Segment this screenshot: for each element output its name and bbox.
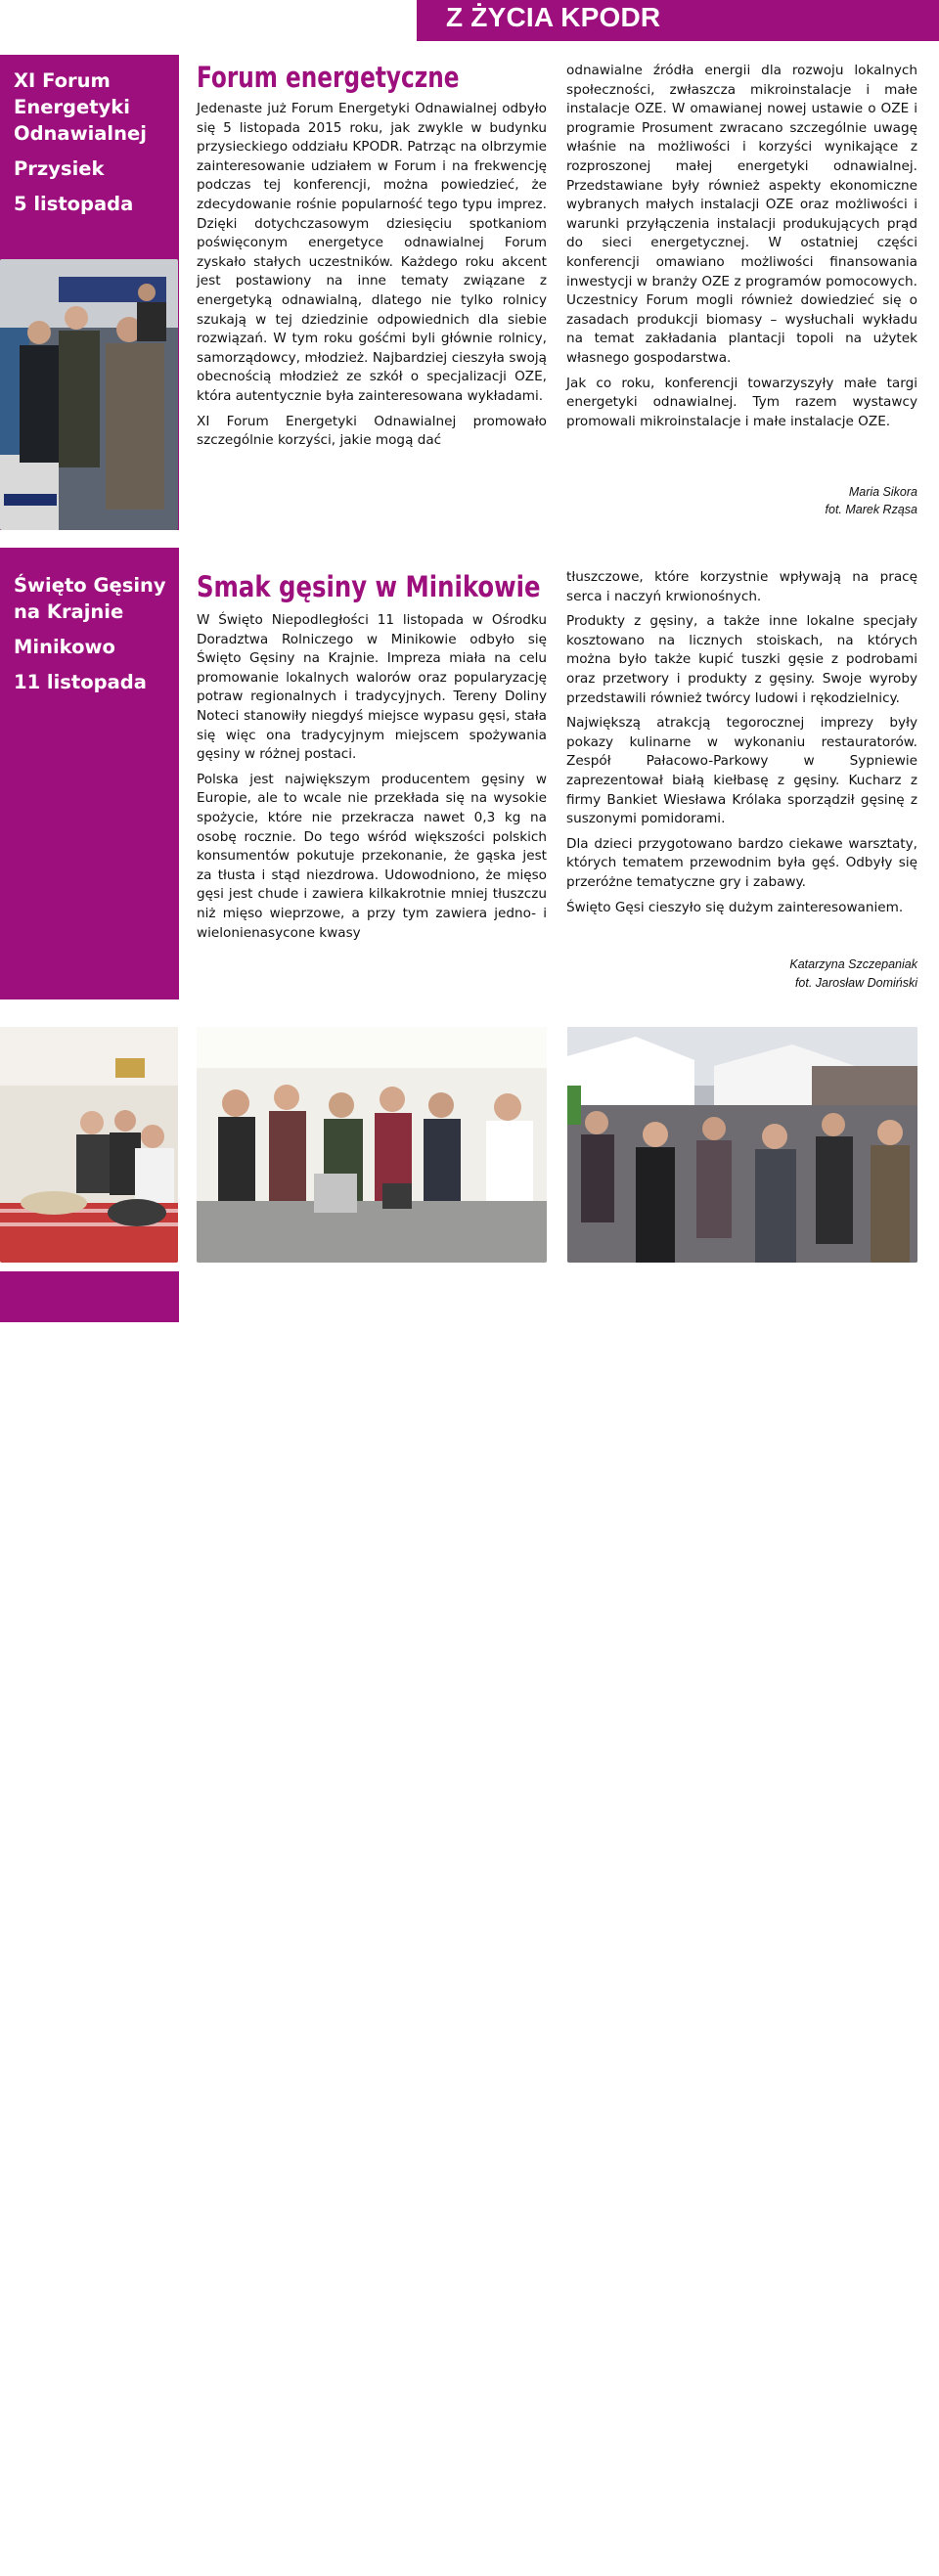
sidebar-line: na Krajnie [14,600,124,623]
sidebar-line: Minikowo [14,636,115,658]
article-1-column-1 [197,100,547,451]
photo-cooking-show [197,1027,547,1263]
photo-goose-table [0,1027,178,1263]
paragraph: tłuszczowe, które korzystnie wpływają na pracę serca i naczyń krwionośnych. [566,569,917,604]
article-2-headline: Smak gęsiny w Minikowie [197,570,541,603]
article-1-headline: Forum energetyczne [197,61,460,94]
paragraph: odnawialne źródła energii dla rozwoju lokalnych społeczności, zwłaszcza mikroinstalacje i małe instalacje OZE. W omawianej nowej ustawie o OZE i programie Prosument zwracano szczególnie uwagę właśnie na możliwości i korzyści wynikające z rozproszonej małej energetyki odnawialnej. Przedstawiane były również aspekty ekonomiczne wybranych małych instalacji OZE oraz możliwości i warunki przyłączenia instalacji produkujących prąd do sieci energetycznej. W ostatniej części konferencji omawiano możliwości finansowania inwestycji w branży OZE z programów pomocowych. Uczestnicy Forum mogli również dowiedzieć się o zasadach produkcji biomasy – wysłuchali wykładu na temat zakładania plantacji topoli na użytek własnego gospodarstwa. [566,63,917,366]
page-number-tab [0,1271,179,2576]
article-2-author: Katarzyna Szczepaniak [789,957,917,971]
sidebar-line: Przysiek [14,157,105,180]
sidebar-line: Święto Gęsiny [14,574,166,597]
article-1-photo-credit: fot. Marek Rząsa [825,503,917,516]
paragraph: Dla dzieci przygotowano bardzo ciekawe warsztaty, których tematem przewodnim była gęś. Odbyły się przeróżne tematyczne gry i zabawy. [566,835,917,890]
paragraph: Święto Gęsi cieszyło się dużym zainteresowaniem. [566,899,904,915]
article-1-column-2 [566,62,917,431]
paragraph: Produkty z gęsiny, a także inne lokalne specjały kosztowano na licznych stoiskach, na których można było także kupić tuszki gęsie z podrobami oraz przetwory i produkty z gęsiny. Swoje wyroby przedstawili również twórcy ludowi i rękodzielnicy. [566,613,917,706]
photo-fair-crowd [567,1027,917,1263]
paragraph: W Święto Niepodległości 11 listopada w Ośrodku Doradztwa Rolniczego w Minikowie odbyło się Święto Gęsiny na Krajnie. Impreza miała na celu promowanie lokalnych walorów oraz popularyzację potraw regionalnych i tradycyjnych. Tereny Doliny Noteci stanowiły niegdyś miejsce wypasu gęsi, stała się więc ona tradycyjnym miejscem spożywania gęsiny w różnej postaci. [197,612,547,763]
article-1-author: Maria Sikora [848,485,917,499]
paragraph: Polska jest największym producentem gęsiny w Europie, ale to wcale nie przekłada się na wysokie spożycie, które nie przekracza nawet 0,3 kg na osobę rocznie. Do tego wśród większości polskich konsumentów pokutuje przekonanie, że gąska jest za tłusta i stąd niezdrowa. Udowodniono, że mięso gęsi jest chude i zawiera kilkakrotnie mniej tłuszczu niż mięso wieprzowe, a przy tym zawiera jedno- i wielonienasycone kwasy [197,771,547,941]
paragraph: XI Forum Energetyki Odnawialnej promowało szczególnie korzyści, jakie mogą dać [197,413,547,449]
sidebar-line: 11 listopada [14,671,147,693]
sidebar-line: Odnawialnej [14,122,147,145]
paragraph: Największą atrakcją tegorocznej imprezy były pokazy kulinarne w wykonaniu restauratorów. Zespół Pałacowo-Parkowy w Sypniewie zaprezentował białą kiełbasę z gęsiny. Kucharz z firmy Bankiet Wiesława Królaka sporządził gęsinę z suszonymi pomidorami. [566,715,917,827]
section-title: Z ŻYCIA KPODR [446,2,661,32]
page-number: 7 [14,2558,23,2576]
photo-forum-stand [0,259,178,530]
sidebar-line: Energetyki [14,96,130,118]
article-2-column-2 [566,568,917,917]
sidebar-line: XI Forum [14,69,111,92]
paragraph: Jak co roku, konferencji towarzyszyły małe targi energetyki odnawialnej. Tym razem wystawcy promowali mikroinstalacje i małe instalacje OZE. [566,375,917,429]
article-2-photo-credit: fot. Jarosław Domiński [794,976,917,990]
sidebar-line: 5 listopada [14,193,134,215]
sidebar-article-2 [0,548,179,999]
paragraph: Jedenaste już Forum Energetyki Odnawialnej odbyło się 5 listopada 2015 roku, jak zwykle w budynku przysieckiego oddziału KPODR. Patrząc na olbrzymie zainteresowanie udziałem w Forum i na frekwencję podczas tej konferencji, można powiedzieć, że zdecydowanie rośnie popularność tego typu imprez. Dzięki dotychczasowym dziesięciu spotkaniom poświęconym energetyce odnawialnej Forum zyskało stałych uczestników. Każdego roku akcent jest postawiony na inne tematy związane z energetyką odnawialną, dlatego nie tylko rolnicy szukają w tej dziedzinie odpowiednich dla siebie rozwiązań. W tym roku gośćmi byli głównie rolnicy, samorządowcy, młodzież. Najbardziej cieszyła swoją obecnością młodzież ze szkół o specjalizacji OZE, która autentycznie była zainteresowana wykładami. [197,101,547,404]
article-2-column-1 [197,611,547,943]
